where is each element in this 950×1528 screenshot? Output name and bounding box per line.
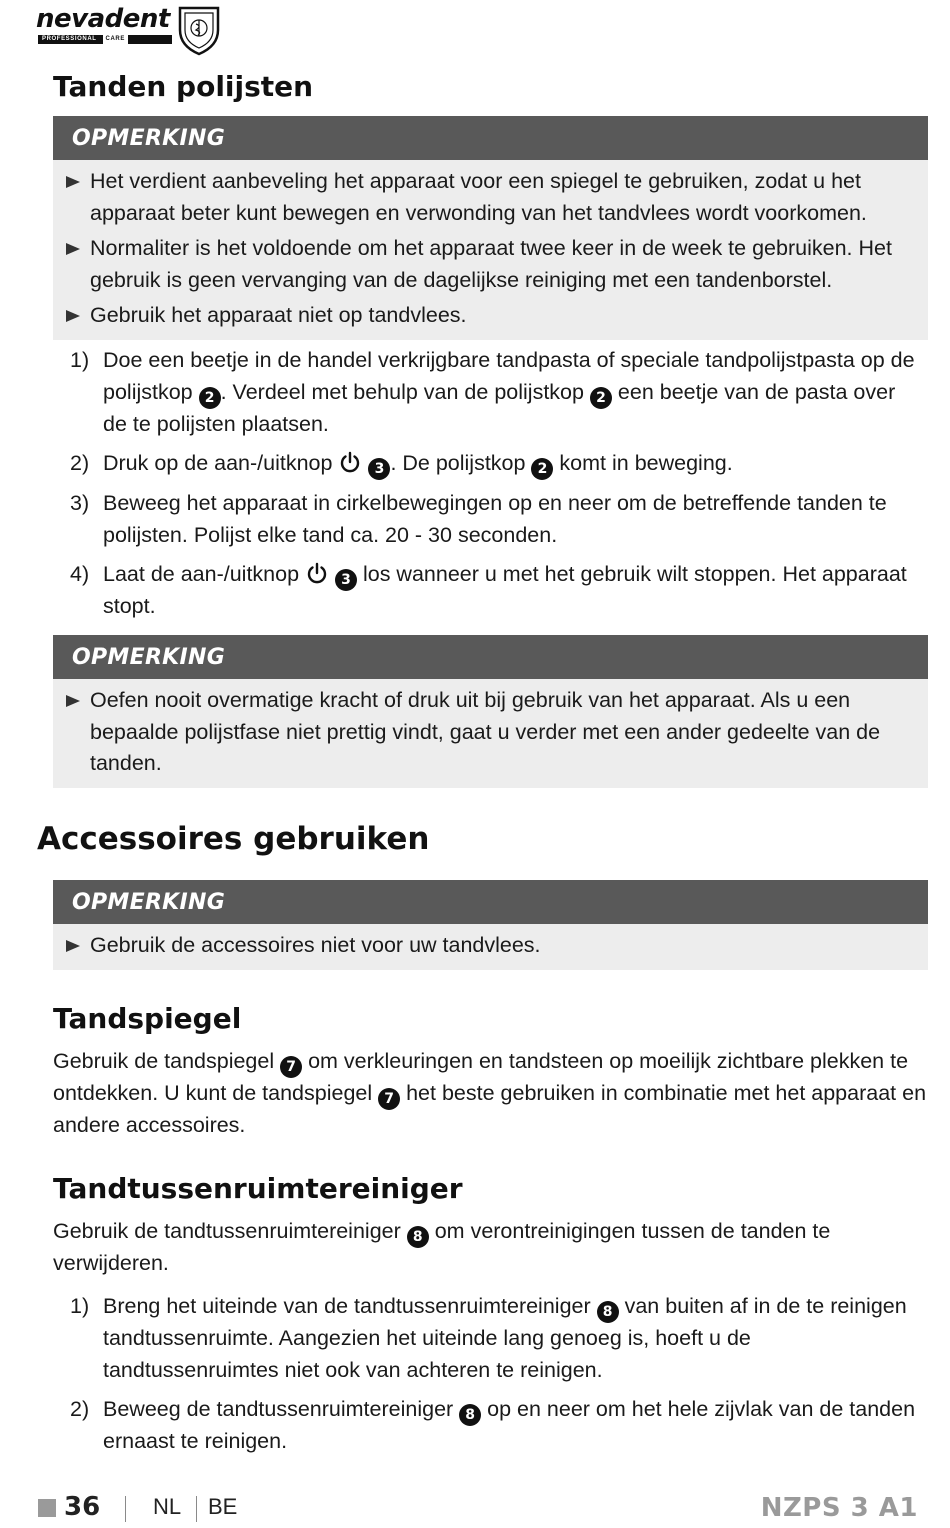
paragraph-text: Gebruik de tandspiegel [53,1049,281,1073]
step-text: Laat de aan-/uitknop [103,562,306,586]
footer-language: NL [153,1494,182,1519]
page-number: 36 [64,1492,101,1522]
step-text: Druk op de aan-/uitknop [103,451,339,475]
shield-emblem-icon [176,4,222,56]
step-text: . De polijstkop [390,451,532,475]
paragraph-text: om verontreinigingen tussen de tanden te verwijderen. [53,1219,831,1275]
step-number: 2) [70,451,90,475]
footer-divider [125,1496,126,1522]
note-list [53,679,928,788]
power-icon [338,450,362,474]
note-item: Normaliter is het voldoende om het apparaat twee keer in de week te gebruiken. Het gebruik is geen vervanging van de dagelijkse reiniging met een tandenborstel. [53,233,928,296]
note-item: Gebruik het apparaat niet op tandvlees. [53,300,928,332]
note-heading: OPMERKING [53,116,928,160]
step-number: 3) [70,491,90,515]
step-text: Doe een beetje in de handel verkrijgbare tandpasta of speciale tandpolijstpasta op de polijstkop [103,348,915,404]
step-text: komt in beweging. [553,451,733,475]
logo-tag-care: CARE [103,35,128,44]
note-heading: OPMERKING [53,635,928,679]
part-number-badge: 8 [459,1404,481,1426]
step-item [53,559,918,623]
page-footer [0,1492,950,1528]
step-text: . Verdeel met behulp van de polijstkop [220,379,590,404]
mirror-paragraph [53,1046,933,1142]
model-number: NZPS 3 A1 [760,1493,918,1523]
step-number: 1) [70,348,90,372]
footer-square-marker [38,1499,56,1517]
note-heading: OPMERKING [53,880,928,924]
note-box-polish [53,116,928,340]
note-item: Het verdient aanbeveling het apparaat voor een spiegel te gebruiken, zodat u het apparaat beter kunt bewegen en verwonding van het tandvlees wordt voorkomen. [53,166,928,229]
step-number: 1) [70,1294,90,1318]
note-list [53,924,928,970]
interdental-steps [53,1291,918,1466]
part-number-badge: 3 [368,458,390,480]
footer-region: BE [208,1494,238,1519]
footer-divider [196,1496,197,1522]
subsection-title-mirror: Tandspiegel [53,1002,242,1035]
part-number-badge: 7 [280,1056,302,1078]
logo-tag-professional: PROFESSIONAL [42,36,97,42]
logo-tagline [38,35,172,44]
step-item [53,448,918,480]
step-text: Beweeg het apparaat in cirkelbewegingen op en neer om de betreffende tanden te polijsten. Polijst elke tand ca. 20 - 30 seconden. [103,491,887,547]
note-box-accessories [53,880,928,970]
interdental-paragraph [53,1216,933,1280]
step-item [53,1291,918,1386]
step-text: een beetje van de pasta over de te polijsten plaatsen. [103,379,896,436]
logo-wordmark: nevadent [36,4,170,34]
subsection-title-interdental: Tandtussenruimtereiniger [53,1172,463,1205]
note-list [53,160,928,340]
note-box-pressure [53,635,928,788]
part-number-badge: 2 [590,387,612,409]
section-title-accessories: Accessoires gebruiken [37,821,430,857]
part-number-badge: 3 [335,569,357,591]
part-number-badge: 2 [531,458,553,480]
part-number-badge: 8 [407,1226,429,1248]
step-item [53,345,918,440]
step-text: los wanneer u met het gebruik wilt stoppen. Het apparaat stopt. [103,562,907,618]
paragraph-text: om verkleuringen en tandsteen op moeilijk zichtbare plekken te ontdekken. U kunt de tandspiegel [53,1049,909,1105]
nevadent-logo [36,4,236,56]
step-number: 2) [70,1397,90,1421]
part-number-badge: 7 [378,1088,400,1110]
step-number: 4) [70,562,90,586]
note-item: Oefen nooit overmatige kracht of druk uit bij gebruik van het apparaat. Als u een bepaalde polijstfase niet prettig vindt, gaat u verder met een ander gedeelte van de tanden. [53,685,928,780]
step-item [53,488,918,551]
step-text: Breng het uiteinde van de tandtussenruimtereiniger [103,1294,597,1318]
polish-steps [53,345,918,631]
step-text: Beweeg de tandtussenruimtereiniger [103,1397,460,1421]
paragraph-text: Gebruik de tandtussenruimtereiniger [53,1219,407,1243]
step-text: op en neer om het hele zijvlak van de tanden ernaast te reinigen. [103,1397,916,1453]
step-text: van buiten af in de te reinigen tandtussenruimte. Aangezien het uiteinde lang genoeg is, hoeft u de tandtussenruimtes niet ook van achteren te reinigen. [103,1294,907,1382]
paragraph-text: het beste gebruiken in combinatie met het apparaat en andere accessoires. [53,1081,927,1137]
section-title-polish: Tanden polijsten [53,70,314,103]
step-item [53,1394,918,1458]
power-icon [305,561,329,585]
part-number-badge: 8 [597,1301,619,1323]
part-number-badge: 2 [199,387,221,409]
note-item: Gebruik de accessoires niet voor uw tandvlees. [53,930,928,962]
